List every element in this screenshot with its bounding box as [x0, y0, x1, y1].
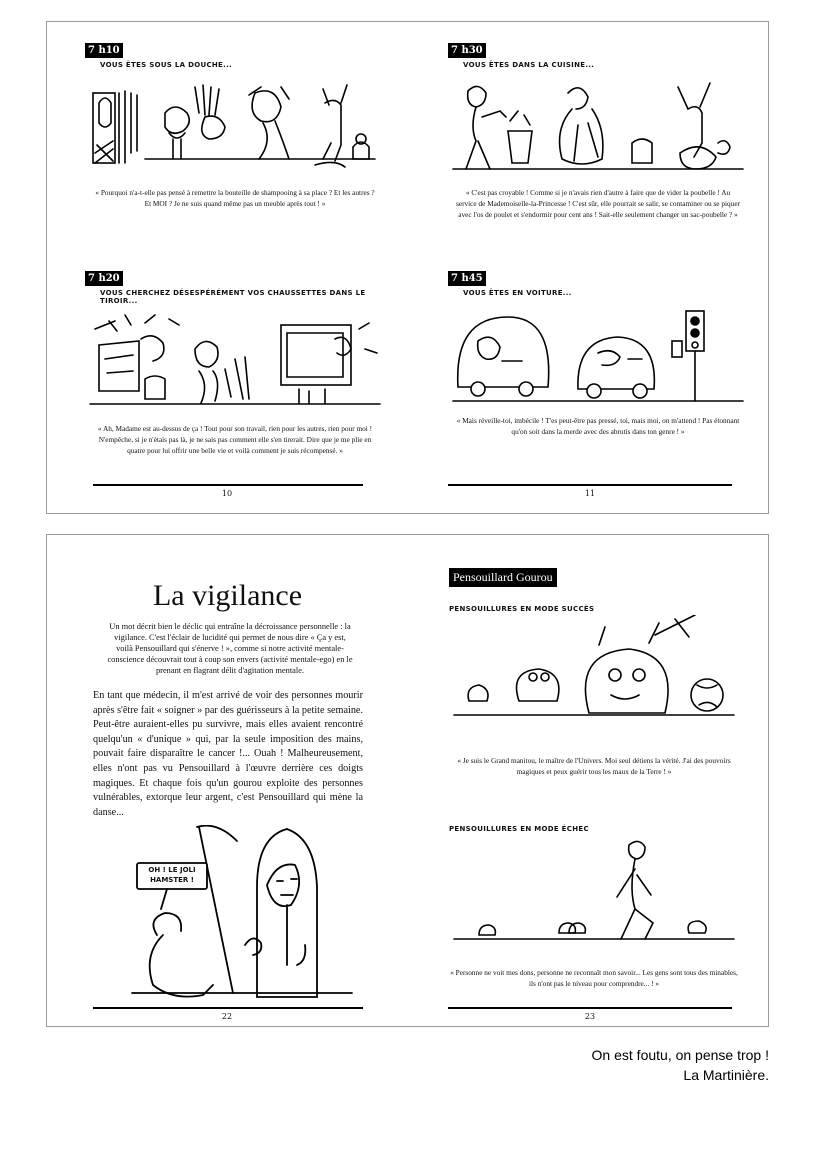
time-badge: 7 h45: [448, 271, 486, 286]
bottom-spread: [46, 534, 769, 1027]
comic-heading: VOUS ÊTES DANS LA CUISINE...: [463, 61, 595, 69]
page-bottom-rule: [93, 1007, 363, 1009]
page-23: [408, 535, 769, 1026]
comic-7h30: [448, 38, 748, 220]
socks-drawer-illustration: [85, 309, 385, 417]
page-bottom-rule: [448, 1007, 732, 1009]
chapter-intro: Un mot décrit bien le déclic qui entraîne la décroissance personnelle : la vigilance. C'est l'éclair de lucidité qui permet de nous dire « Ça y est, voilà Pensouillard qui s'énerve ! », comme si notre activité mentale-conscience découvrait tout à coup son envers (activité mentale-ego) en le prenant en flagrant délit d'agitation mentale.: [107, 622, 353, 675]
comic-heading: VOUS ÊTES SOUS LA DOUCHE...: [100, 61, 232, 69]
top-spread: [46, 21, 769, 514]
car-illustration: [448, 301, 748, 409]
page-bottom-rule: [448, 484, 732, 486]
page-bottom-rule: [93, 484, 363, 486]
comic-heading: VOUS CHERCHEZ DÉSESPÉRÉMENT VOS CHAUSSETTES DANS LE TIROIR...: [100, 289, 366, 305]
kitchen-illustration: [448, 73, 748, 181]
page-10: [47, 22, 408, 513]
page-22: [47, 535, 408, 1026]
page-11: [408, 22, 769, 513]
comic-quote: « Ah, Madame est au-dessus de ça ! Tout pour son travail, rien pour les autres, rien pour moi ! N'empêche, si je n'étais pas là, je ne sais pas comment elle s'en tirerait. Dire que je me plie en quatre pour lui offrir une belle vie et voilà comment je suis récompensé. »: [97, 424, 373, 455]
comic-quote: « C'est pas croyable ! Comme si je n'avais rien d'autre à faire que de vider la poubelle ! Au service de Mademoiselle-la-Princesse ! C'est sûr, elle pourrait se salir, se contaminer ou se piquer avec l'os de poulet et s'endormir pour cent ans ! Sait-elle seulement changer un sac-poubelle ? »: [456, 188, 740, 219]
page-number: 11: [584, 489, 596, 498]
page-number: 22: [221, 1012, 233, 1021]
time-badge: 7 h20: [85, 271, 123, 286]
failure-quote: « Personne ne voit mes dons, personne ne reconnaît mon savoir... Les gens sont tous des minables, ils n'ont pas le niveau pour comprendre... ! »: [450, 968, 738, 988]
comic-7h45: [448, 266, 748, 437]
credit-publisher: La Martinière.: [683, 1067, 769, 1083]
comic-7h20: [85, 266, 385, 456]
guru-badge: Pensouillard Gourou: [449, 568, 557, 587]
success-quote: « Je suis le Grand manitou, le maître de l'Univers. Moi seul détiens la vérité. J'ai des pouvoirs magiques et peux guérir tous les maux de la Terre ! »: [457, 756, 731, 776]
shower-illustration: [85, 73, 385, 181]
chapter-body: En tant que médecin, il m'est arrivé de voir des personnes mourir après s'être fait « soigner » par des guérisseurs à la petite semaine. Peut-être auraient-elles pu survivre, mais elles avaient rencontré quelqu'un « d'unique » qui, par la seule imposition des mains, pouvait faire disparaître le cancer !... Ouah ! Malheureusement, elles n'ont pas vu Pensouillard à l'œuvre derrière ces doigts magiques. Et chaque fois qu'un gourou exploite des personnes vulnérables, extorque leur argent, c'est Pensouillard qui mène la danse...: [93, 690, 363, 818]
chapter-title: La vigilance: [152, 579, 303, 612]
speech-bubble: OH ! LE JOLI HAMSTER !: [148, 866, 196, 884]
success-illustration: [449, 615, 739, 725]
reaper-illustration: [127, 825, 357, 1003]
time-badge: 7 h10: [85, 43, 123, 58]
failure-heading: PENSOUILLURES EN MODE ÉCHEC: [449, 825, 589, 833]
page-number: 23: [584, 1012, 596, 1021]
comic-quote: « Pourquoi n'a-t-elle pas pensé à remettre la bouteille de shampooing à sa place ? Et les autres ? Et MOI ? Je ne suis quand même pas un meuble après tout ! »: [95, 188, 375, 208]
comic-quote: « Mais réveille-toi, imbécile ! T'es peut-être pas pressé, toi, mais moi, on m'attend ! Pas étonnant qu'on soit dans la merde avec des abrutis dans ton genre ! »: [456, 416, 740, 436]
comic-heading: VOUS ÊTES EN VOITURE...: [463, 289, 572, 297]
credit-title: On est foutu, on pense trop !: [591, 1047, 769, 1063]
success-heading: PENSOUILLURES EN MODE SUCCÈS: [449, 605, 595, 613]
page-number: 10: [221, 489, 233, 498]
comic-7h10: [85, 38, 385, 209]
failure-illustration: [449, 835, 739, 945]
time-badge: 7 h30: [448, 43, 486, 58]
book-credit: [592, 1045, 769, 1085]
